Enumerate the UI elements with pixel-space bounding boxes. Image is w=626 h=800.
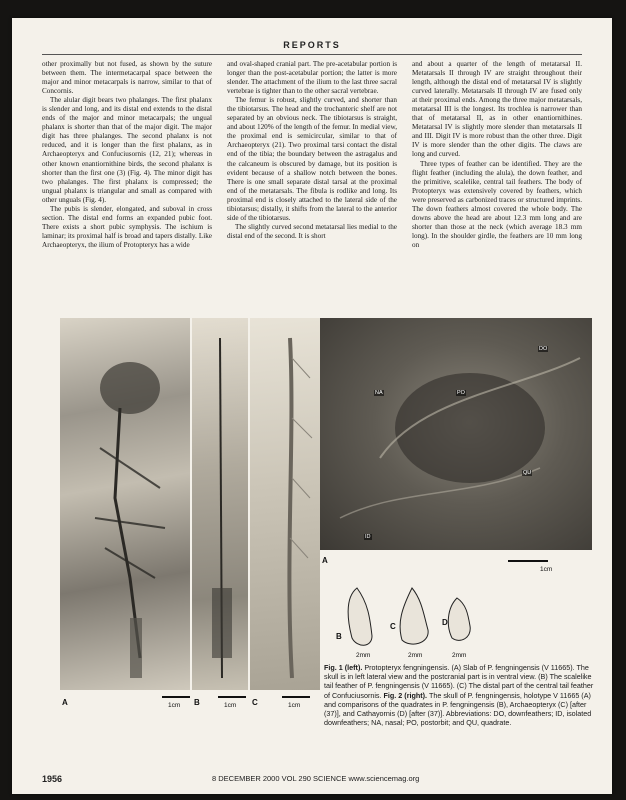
fig1-label-b: B bbox=[194, 698, 200, 707]
fig2-tag-id: ID bbox=[365, 534, 371, 540]
fig2-caption-text: The skull of P. fengningensis, holotype V 11665 (A) and comparisons of the quadrates in P. fengningensis (B), Archaeopteryx (C) [after (37)], and Cathayornis (D) [after (37)]. Abbreviations: DO, downfeathers; ID, isolated downfeathers; NA, nasal; PO, postorbit; and QU, quadrate. bbox=[324, 690, 592, 728]
fig1-panel-c-photo bbox=[250, 318, 320, 690]
fig1-scale-b: 1cm bbox=[224, 702, 237, 709]
fig2-caption-title: Fig. 2 (right). bbox=[383, 690, 428, 700]
fig1-panel-a-photo bbox=[60, 318, 190, 690]
fig1-caption-text: Protopteryx fengningensis. (A) Slab of P. fengningensis (V 11665). The skull is in left lateral view and the postcranial part is in ventral view. (B) The scalelike tail feather of P. fengningensis (V 11665). (C) The distal part of the central tail feather of Confuciusornis. bbox=[324, 663, 594, 700]
fig2-scale-a: 1cm bbox=[540, 566, 553, 573]
fig1-panel-b-photo bbox=[192, 318, 248, 690]
paragraph: The alular digit bears two phalanges. The first phalanx is slender and long, and its distal end extends to the distal ends of the major and minor metacarpals; the ungual phalanx is shorter than that of the major digit. The major digit has three phalanges. The second phalanx is not reduced, and it is longer than the first phalanx, as in Archaeopteryx and Confuciusornis (12, 21); whereas in other known enantiornithine birds, the second phalanx is shorter than the first one (3) (Fig. 4). The minor digit has two phalanges. The first phalanx is compressed; the ungual phalanx is triangular and small as compared with other unguals (Fig. 4). bbox=[42, 96, 212, 204]
fig2-skull-photo bbox=[320, 318, 592, 550]
journal-page bbox=[12, 18, 612, 794]
fig1-scale-bar-a bbox=[162, 696, 190, 698]
paragraph: and about a quarter of the length of metatarsal II. Metatarsals II through IV are straight throughout their length, although the distal end of metatarsal IV is slightly curved laterally. Metatarsals II through IV are fused only at their proximal ends. Among the three major metatarsals, metatarsal III is the longest. Its trochlea is narrower than that of metatarsal II, as in other enantiornithines. Metatarsal IV is slightly more slender than metatarsals II and III. Digit IV is more robust than the other three. Digit IV is more slender than the other digits. The claws are long and curved. bbox=[412, 60, 582, 159]
fig2-tag-do: DO bbox=[539, 346, 548, 352]
text-column-2 bbox=[227, 60, 397, 241]
fig2-bone-label-c: C bbox=[390, 622, 396, 631]
footer-issue: 8 DECEMBER 2000 VOL 290 SCIENCE www.sciencemag.org bbox=[212, 774, 420, 783]
fig2-scale-bar-a bbox=[508, 560, 548, 562]
fig1-caption-title: Fig. 1 (left). bbox=[324, 663, 363, 672]
paragraph: The pubis is slender, elongated, and suboval in cross section. The distal end forms an expanded pubic foot. There exists a short pubic symphysis. The ischium is laminar; its proximal half is broad and tapers distally. Like Archaeopteryx, the ilium of Protopteryx has a wide bbox=[42, 204, 212, 249]
fig2-bone-scale-c: 2mm bbox=[408, 652, 423, 659]
section-header: REPORTS bbox=[283, 40, 341, 50]
fig2-bone-label-b: B bbox=[336, 632, 342, 641]
fig1-label-a: A bbox=[62, 698, 68, 707]
fig2-bone-label-d: D bbox=[442, 618, 448, 627]
paragraph: other proximally but not fused, as shown by the suture between them. The intermetacarpal space between the major and minor metacarpals is narrow, similar to that of Concornis. bbox=[42, 60, 212, 96]
fig2-tag-qu: QU bbox=[523, 470, 532, 476]
paragraph: The femur is robust, slightly curved, and shorter than the tibiotarsus. The head and the trochanteric shelf are not separated by an obvious neck. The tibiotarsus is straight, and about 120% of the length of the femur. In medial view, the proximal end is semicircular, similar to that of Archaeopteryx (21). Two proximal tarsi contact the distal end of the tibia; the boundary between the astragalus and the calcaneum is obscured by damage, but its position is evident because of a shallow notch between the bones. There is one small separate distal tarsal at the proximal end of the metatarsals. The fibula is rodlike and long. Its proximal end is closely attached to the lateral side of the tibiotarsus; distally, it shifts from the lateral to the anterior side of the tibiotarsus. bbox=[227, 96, 397, 222]
fig2-bone-scale-b: 2mm bbox=[356, 652, 371, 659]
fossil-skeleton-sketch bbox=[60, 318, 190, 690]
fig1-scale-c: 1cm bbox=[288, 702, 301, 709]
fig2-label-a: A bbox=[322, 556, 328, 565]
fig2-tag-na: NA bbox=[375, 390, 383, 396]
text-column-3 bbox=[412, 60, 582, 250]
fig2-bone-scale-d: 2mm bbox=[452, 652, 467, 659]
paragraph: and oval-shaped cranial part. The pre-acetabular portion is longer than the post-acetabular portion; the latter is more slender. The attachment of the ilium to the last three sacral vertebrae is tighter than to the other sacral vertebrae. bbox=[227, 60, 397, 96]
header-rule bbox=[42, 54, 582, 55]
fig1-label-c: C bbox=[252, 698, 258, 707]
quadrate-drawings bbox=[332, 578, 482, 658]
fig1-scale-bar-c bbox=[282, 696, 310, 698]
text-column-1 bbox=[42, 60, 212, 250]
fig1-scale-a: 1cm bbox=[168, 702, 181, 709]
paragraph: The slightly curved second metatarsal lies medial to the distal end of the second. It is short bbox=[227, 222, 397, 240]
fig2-tag-po: PO bbox=[457, 390, 465, 396]
fig1-scale-bar-b bbox=[218, 696, 246, 698]
figure-caption bbox=[324, 663, 594, 727]
page-number: 1956 bbox=[42, 774, 63, 784]
paragraph: Three types of feather can be identified. They are the flight feather (including the alula), the down feather, and the primitive, scalelike, central tail feathers. The body of Protopteryx was extensively covered by feathers, which were preserved as carbonized traces or structured imprints. The down feathers almost covered the whole body. The downs above the head are about 12.3 mm long and are shorter than those at the neck (which average 18.3 mm long). In the shoulder girdle, the feathers are 10 mm long on bbox=[412, 159, 582, 249]
